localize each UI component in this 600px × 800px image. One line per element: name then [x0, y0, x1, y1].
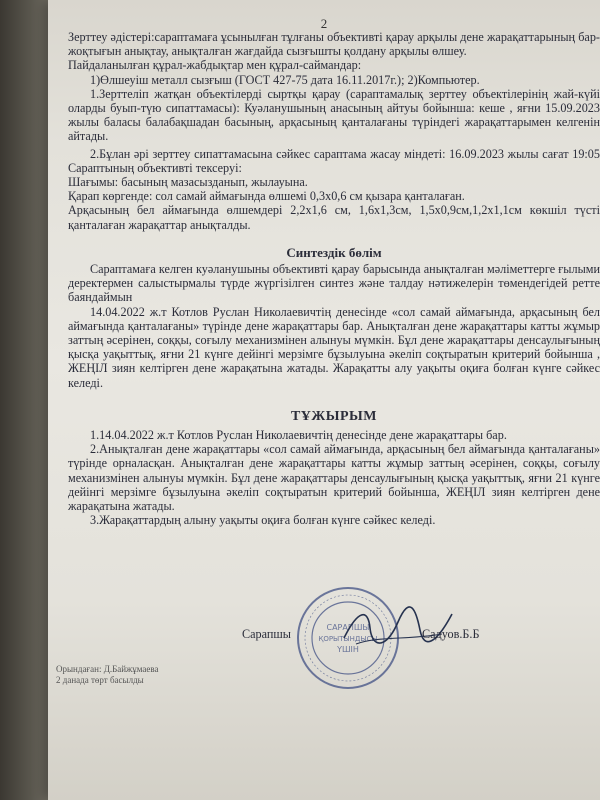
conclusion-item-2: 2.Анықталған дене жарақаттары «сол самай аймағында, арқасының бел аймағында қанталағаны» түрінде орналасқан. Анықталған дене жарақаттары катты жұмыр заттың әсерінен, соққы, соғылу механизмінен алынуы мүмкін. Бұл дене жарақаттары денсаулығының қысқа уақыттық, яғни 21 күнге дейінгі мерзімге бұзылуына әкеліп соқтыратын критерий бойынша, ЖЕҢІЛ зиян келтірген дене жарақатына жатады.: [68, 442, 600, 514]
document-body: [68, 30, 600, 528]
examination-item-1: 1.Зерттеліп жатқан объектілерді сыртқы қарау (сараптамалық зерттеу объектілерінің жай-күйі оларды буып-түю сипаттамасы): Куәланушының анасының айтуы бойынша: кеше , яғни 15.09.2023 жылы баласы балабақшадан басының, арқасының қанталағаны түріндегі жарақаттарымен келгенін айтады.: [68, 86, 600, 144]
stamp-text-mid: ҚОРЫТЫНДЫСЫ: [318, 635, 378, 643]
exam-findings-2: Арқасының бел аймағында өлшемдері 2,2х1,6 см, 1,6х1,3см, 1,5х0,9см,1,2х1,1см көкшіл түсті қанталаған жарақаттар анықталды.: [68, 203, 600, 232]
complaints: Шағымы: басының мазасызданып, жылауына.: [68, 175, 308, 190]
conclusion-item-3: 3.Жарақаттардың алыну уақыты оқиға болған күнге сәйкес келеді.: [90, 513, 436, 528]
examination-item-2: 2.Бұлан әрі зерттеу сипаттамасына сәйкес сараптама жасау міндеті: 16.09.2023 жылы сағат 19:05 Сараптының объективті тексеруі:: [68, 146, 600, 175]
signer-name: Садуов.Б.Б: [422, 627, 480, 641]
footer-note: [56, 664, 296, 686]
stamp-text-bottom: ҮШІН: [337, 645, 359, 654]
synthesis-paragraph-2: 14.04.2022 ж.т Котлов Руслан Николаевичтің денесінде «сол самай аймағында, арқасының бел аймағында қанталағаны» түрінде дене жарақаттары бар. Анықталған дене жарақаттары катты жұмыр заттың әсерінен, соққы, соғылу механизмінен алынуы мүмкін. Бұл дене жарақаттары денсаулығының қысқа уақыттық, яғни 21 күнге дейінгі мерзімге бұзылуына әкеліп соқтыратын критерий бойынша , ЖЕҢІЛ зиян келтірген дене жарақатына жатады. Жарақатты алу уақыты оқиға болған күнге сәйкес келеді.: [68, 304, 600, 390]
conclusion-title: ТҰЖЫРЫМ: [290, 408, 378, 424]
equipment-list: 1)Өлшеуіш металл сызғыш (ГОСТ 427-75 дата 16.11.2017г.); 2)Компьютер.: [90, 72, 480, 87]
document-page: [48, 0, 600, 800]
synthesis-paragraph-1: Сараптамаға келген куәланушыны объективті қарау барысында анықталған мәліметтерге ғылыми деректермен салыстырмалы түрде жүргізілген синтез және талдау нәтижелерін төмендегідей ретте баяндаймын: [68, 262, 600, 305]
synthesis-title: Синтездік бөлім: [286, 244, 382, 260]
research-method: Зерттеу әдістері:сараптамаға ұсынылған тұлғаны объективті қарау арқылы дене жарақаттарының бар-жоқтығын анықтау, анықталған жағдайда сызғышты қолдану арқылы өлшеу.: [68, 30, 600, 59]
page-number: 2: [320, 16, 328, 31]
equipment-title: Пайдаланылған құрал-жабдықтар мен құрал-саймандар:: [68, 58, 362, 73]
stamp-text-top: САРАПШЫ: [326, 623, 370, 632]
footer-author: Орындаған: Д.Байжұмаева: [56, 664, 159, 674]
signer-role: Сарапшы: [242, 627, 291, 641]
exam-findings-1: Қарап көргенде: сол самай аймағында өлшемі 0,3х0,6 см қызара қанталаған.: [68, 189, 465, 204]
conclusion-item-1: 1.14.04.2022 ж.т Котлов Руслан Николаевичтің денесінде дене жарақаттары бар.: [90, 428, 507, 443]
footer-copies: 2 данада төрт басылды: [56, 675, 144, 685]
